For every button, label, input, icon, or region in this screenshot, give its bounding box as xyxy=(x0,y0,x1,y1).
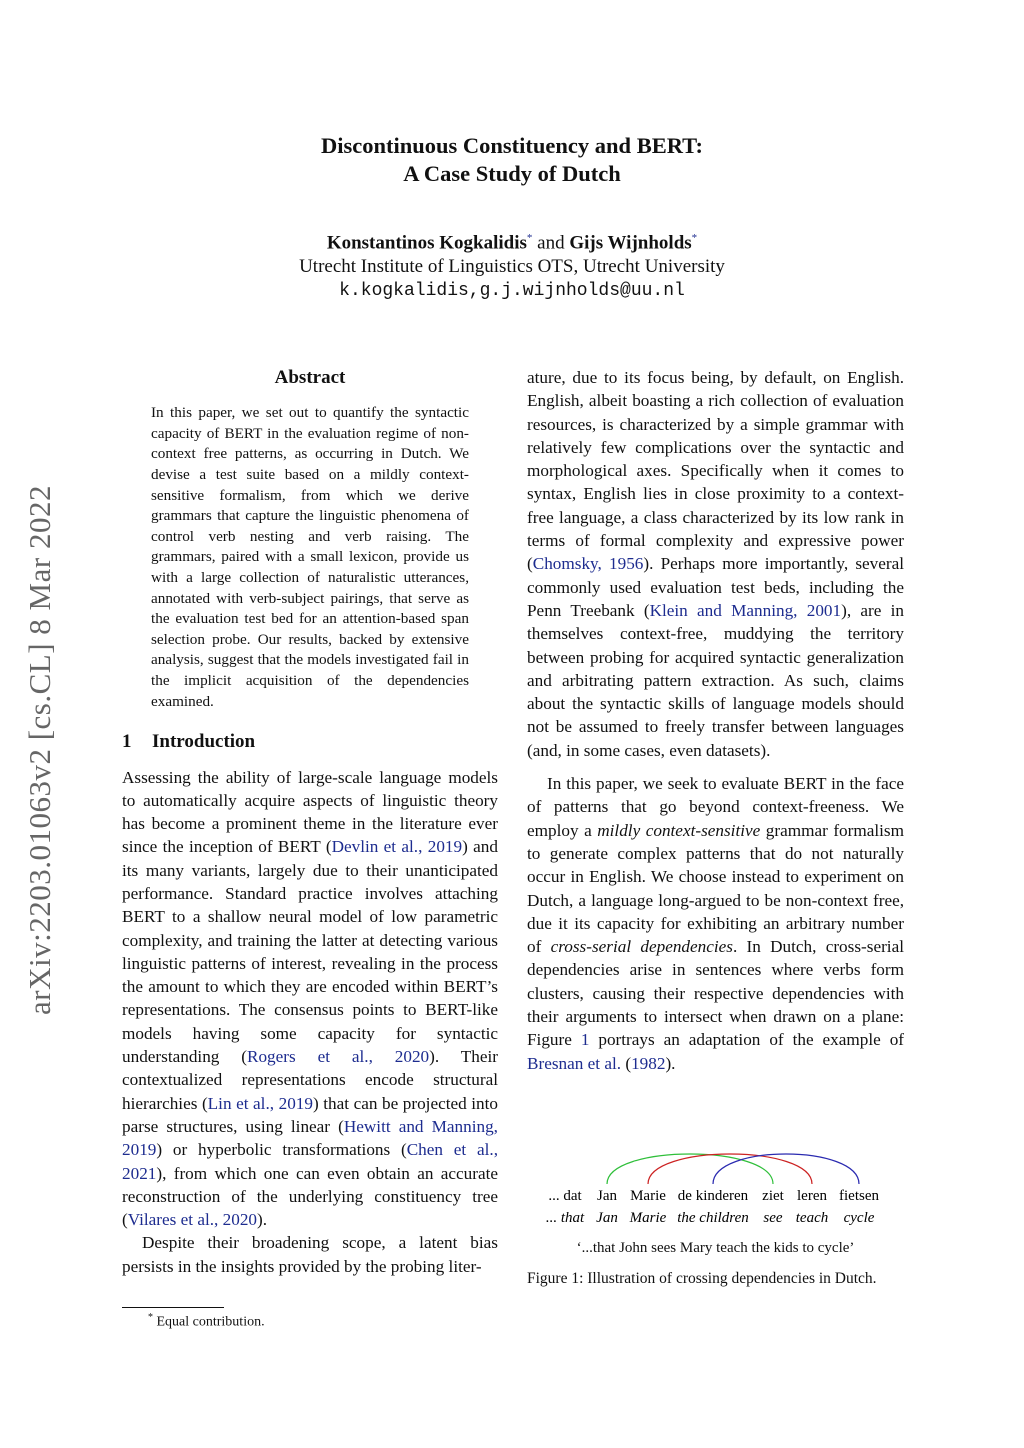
citation-klein[interactable]: Klein and Manning, 2001 xyxy=(649,600,842,620)
emphasis: cross-serial dependencies xyxy=(550,937,733,957)
gloss-word: Jan xyxy=(596,1210,618,1226)
title-line-2: A Case Study of Dutch xyxy=(403,161,621,186)
dutch-word: de kinderen xyxy=(677,1188,749,1204)
section-number: 1 xyxy=(122,731,132,753)
gloss-word: see xyxy=(763,1210,783,1226)
text-run: ) or hyperbolic transformations ( xyxy=(156,1140,407,1160)
text-run: ) and its many variants, largely due to their unanticipated performance. Standard practice involves attaching BERT to a shallow neural model of low parametric complexity, and training the latter at detecting various linguistic patterns of interest, revealing in the process the amount to which they are encoded within BERT’s representations. The consensus points to BERT-like models having some capacity for syntactic understanding ( xyxy=(122,837,498,1067)
author-block xyxy=(0,226,1024,303)
text-run: ). xyxy=(665,1053,676,1073)
footnote-star-1[interactable]: * xyxy=(526,232,533,244)
footnote-text: Equal contribution. xyxy=(156,1314,265,1330)
figure-reference[interactable]: 1 xyxy=(580,1030,590,1050)
citation-lin[interactable]: Lin et al., 2019 xyxy=(207,1093,313,1113)
author-1: Konstantinos Kogkalidis xyxy=(326,232,527,254)
section-heading-introduction xyxy=(122,730,498,753)
gloss-word: Marie xyxy=(629,1210,667,1226)
footnote xyxy=(148,1312,265,1331)
dutch-word: Jan xyxy=(597,1188,617,1204)
gloss-word: ... that xyxy=(545,1210,585,1226)
citation-rogers[interactable]: Rogers et al., 2020 xyxy=(247,1047,430,1067)
intro-paragraph-2-start: Despite their broadening scope, a latent bias persists in the insights provided by the probing liter- xyxy=(122,1233,498,1276)
author-separator: and xyxy=(537,232,565,254)
dutch-word: ... dat xyxy=(548,1188,582,1204)
gloss-word: cycle xyxy=(843,1210,875,1226)
dependency-arc xyxy=(648,1154,812,1184)
text-run: ). xyxy=(257,1210,268,1230)
text-run: ). Their contextualized representations encode structural hierarchies ( xyxy=(122,1047,498,1113)
text-run: ature, due to its focus being, by default, on English. English, albeit boasting a rich collection of evaluation resources, is characterized by a simple grammar with relatively few complications over the syntactic and morphological axes. Specifically when it comes to syntax, English lies in close proximity to a context-free language, a class characterized by its low rank in terms of formal complexity and expressive power ( xyxy=(527,368,904,574)
gloss-word: teach xyxy=(795,1210,829,1226)
citation-bresnan-year[interactable]: 1982 xyxy=(631,1053,666,1073)
author-line xyxy=(0,226,1024,255)
figure-translation: ‘...that John sees Mary teach the kids to cycle’ xyxy=(576,1240,855,1256)
affiliation: Utrecht Institute of Linguistics OTS, Utrecht University xyxy=(299,256,725,278)
dutch-word: fietsen xyxy=(839,1188,879,1204)
citation-chen[interactable]: Chen et al., 2021 xyxy=(122,1140,498,1183)
dutch-word: ziet xyxy=(762,1188,784,1204)
citation-vilares[interactable]: Vilares et al., 2020 xyxy=(127,1210,258,1230)
text-run: . In Dutch, cross-serial dependencies arise in sentences where verbs form clusters, causing their respective dependencies with their arguments to intersect when drawn on a plane: Figure xyxy=(527,937,904,1050)
footnote-star-2[interactable]: * xyxy=(691,232,698,244)
section-title: Introduction xyxy=(152,731,256,753)
text-run: ). Perhaps more importantly, several commonly used evaluation test beds, including the Penn Treebank ( xyxy=(527,554,904,620)
text-run: portrays an adaptation of the example of xyxy=(589,1030,905,1050)
right-column xyxy=(527,366,904,1075)
figure-1 xyxy=(527,1134,904,1289)
text-run: ( xyxy=(621,1053,632,1073)
emphasis: mildly context-sensitive xyxy=(597,820,761,840)
figure-caption: Figure 1: Illustration of crossing dependencies in Dutch. xyxy=(527,1270,877,1287)
footnote-mark: * xyxy=(148,1312,153,1323)
citation-bresnan[interactable]: Bresnan et al. xyxy=(527,1053,622,1073)
text-run: ), are in themselves context-free, muddying the territory between probing for acquired syntactic generalization and arbitrating pattern extraction. As such, claims about the syntactic skills of language models should not be assumed to freely transfer between languages (and, in some cases, even datasets). xyxy=(527,600,904,760)
text-run: ) that can be projected into parse structures, using linear ( xyxy=(122,1093,498,1136)
title-line-1: Discontinuous Constituency and BERT: xyxy=(320,133,703,158)
abstract-text: In this paper, we set out to quantify the syntactic capacity of BERT in the evaluation regime of non-context free patterns, as occurring in Dutch. We devise a test suite based on a mildly context-sensitive formalism, from which we derive grammars that capture the linguistic phenomena of control verb nesting and verb raising. The grammars, paired with a small lexicon, provide us with a large collection of naturalistic utterances, annotated with verb-subject pairings, that serve as the evaluation test bed for an attention-based span selection probe. Our results, backed by extensive analysis, suggest that the models investigated fail in the implicit acquisition of the dependencies examined. xyxy=(151,404,469,710)
paper-title xyxy=(0,132,1024,188)
footnote-divider xyxy=(122,1307,224,1308)
left-column xyxy=(122,366,498,1278)
citation-chomsky[interactable]: Chomsky, 1956 xyxy=(532,554,644,574)
author-2: Gijs Wijnholds xyxy=(569,232,692,254)
author-email: k.kogkalidis,g.j.wijnholds@uu.nl xyxy=(339,281,685,302)
intro-paragraph-3 xyxy=(527,772,904,1075)
arxiv-identifier: arXiv:2203.01063v2 [cs.CL] 8 Mar 2022 xyxy=(22,485,57,1015)
abstract-heading: Abstract xyxy=(274,367,346,388)
intro-paragraph-2-continued xyxy=(527,366,904,762)
dutch-word: Marie xyxy=(630,1188,666,1204)
text-run: In this paper, we seek to evaluate BERT in the face of patterns that go beyond context-freeness. We employ a xyxy=(527,774,904,840)
intro-paragraph-1 xyxy=(122,766,498,1232)
citation-devlin[interactable]: Devlin et al., 2019 xyxy=(331,837,463,857)
text-run: ), from which one can even obtain an accurate reconstruction of the underlying constituency tree ( xyxy=(122,1163,498,1230)
citation-hewitt[interactable]: Hewitt and Manning, 2019 xyxy=(122,1116,498,1160)
text-run: Assessing the ability of large-scale language models to automatically acquire aspects of linguistic theory has become a prominent theme in the literature ever since the inception of BERT ( xyxy=(122,767,498,857)
dependency-arc xyxy=(607,1154,773,1184)
dutch-word: leren xyxy=(797,1188,827,1204)
dependency-diagram xyxy=(527,1134,904,1234)
text-run: grammar formalism to generate complex patterns that do not naturally occur in English. We choose instead to experiment on Dutch, a language long-argued to be non-context free, due it its capacity for exhibiting an arbitrary number of xyxy=(527,820,904,957)
gloss-word: the children xyxy=(677,1210,749,1226)
